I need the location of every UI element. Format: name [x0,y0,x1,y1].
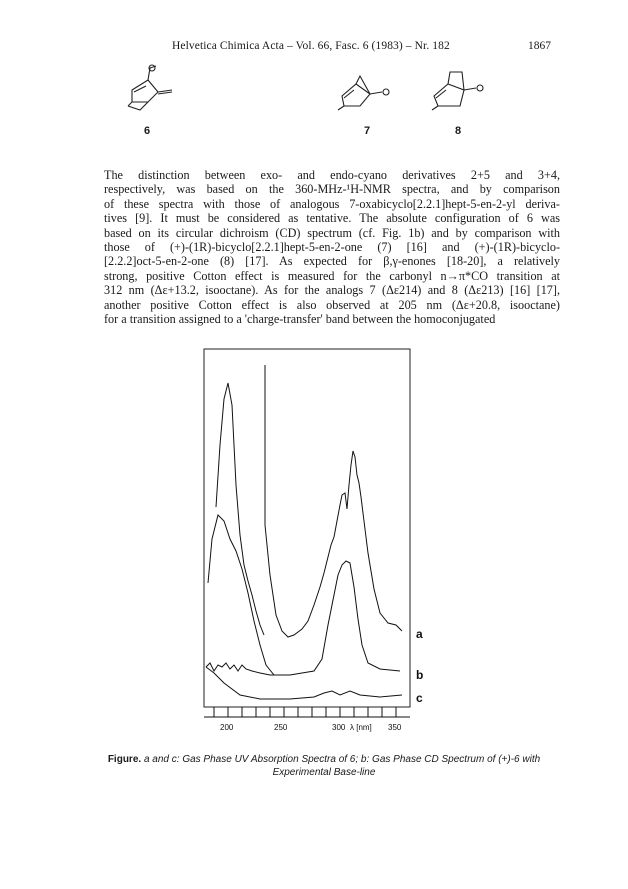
tick-label-200: 200 [220,723,234,732]
tick-label-300: 300 [332,723,346,732]
paragraph-line: strong, positive Cotton effect is measured for the carbonyl n→π*CO transition at [104,268,560,283]
paragraph-line: [2.2.2]oct-5-en-2-one (8) [17]. As expected for β,γ-enones [18-20], a relatively [104,254,560,269]
caption-lead: Figure. [107,754,142,765]
chemical-structures [0,62,628,142]
paragraph-line: those of (+)-(1R)-bicyclo[2.2.1]hept-5-en-2-one (7) [16] and (+)-(1R)-bicyclo- [104,240,560,255]
compound-label-8: 8 [455,125,462,137]
caption-text: a and c: Gas Phase UV Absorption Spectra of 6; b: Gas Phase CD Spectrum of (+)-6 with Experimental Base-line [143,754,541,778]
spectra-plot [190,325,450,740]
journal-citation: Helvetica Chimica Acta – Vol. 66, Fasc. 6 (1983) – Nr. 182 [172,40,450,52]
paragraph-line: of these spectra with those of analogous 7-oxabicyclo[2.2.1]hept-5-en-2-yl deriva- [104,196,560,211]
trace-a-spike [216,383,264,635]
page-number: 1867 [528,40,551,52]
paragraph-line: for a transition assigned to a 'charge-transfer' band between the homoconjugated [104,312,496,327]
paragraph-line: The distinction between exo- and endo-cyano derivatives 2+5 and 3+4, [104,168,560,182]
paragraph-line: respectively, was based on the 360-MHz-¹H-NMR spectra, and by comparison [104,182,560,197]
structure-8 [432,72,483,110]
trace-label-b: b [416,668,424,682]
figure-caption [88,753,560,779]
paragraph-line: 312 nm (Δε+13.2, isooctane). As for the analogs 7 (Δε214) and 8 (Δε213) [16] [17], [104,283,560,298]
plot-frame [204,349,410,707]
x-axis-ticks [204,707,410,717]
axis-label: λ [nm] [350,723,372,732]
structure-6 [128,65,172,110]
paragraph-line: based on its circular dichroism (CD) spectrum (cf. Fig. 1b) and by comparison with [104,225,560,240]
trace-c [206,667,402,699]
compound-label-6: 6 [144,125,151,137]
trace-b [206,561,400,675]
tick-label-350: 350 [388,723,402,732]
compound-label-7: 7 [364,125,371,137]
structure-drawings [0,62,628,142]
trace-label-a: a [416,627,423,641]
paragraph-line: tives [9]. It must be considered as tentative. The absolute configuration of 6 was [104,211,560,226]
trace-label-c: c [416,691,423,705]
paragraph-line: another positive Cotton effect is also observed at 205 nm (Δε+20.8, isooctane) [104,297,560,312]
tick-label-250: 250 [274,723,288,732]
running-header [0,40,628,58]
spectra-figure [190,325,450,740]
body-paragraph [88,168,560,326]
structure-7 [338,76,389,110]
